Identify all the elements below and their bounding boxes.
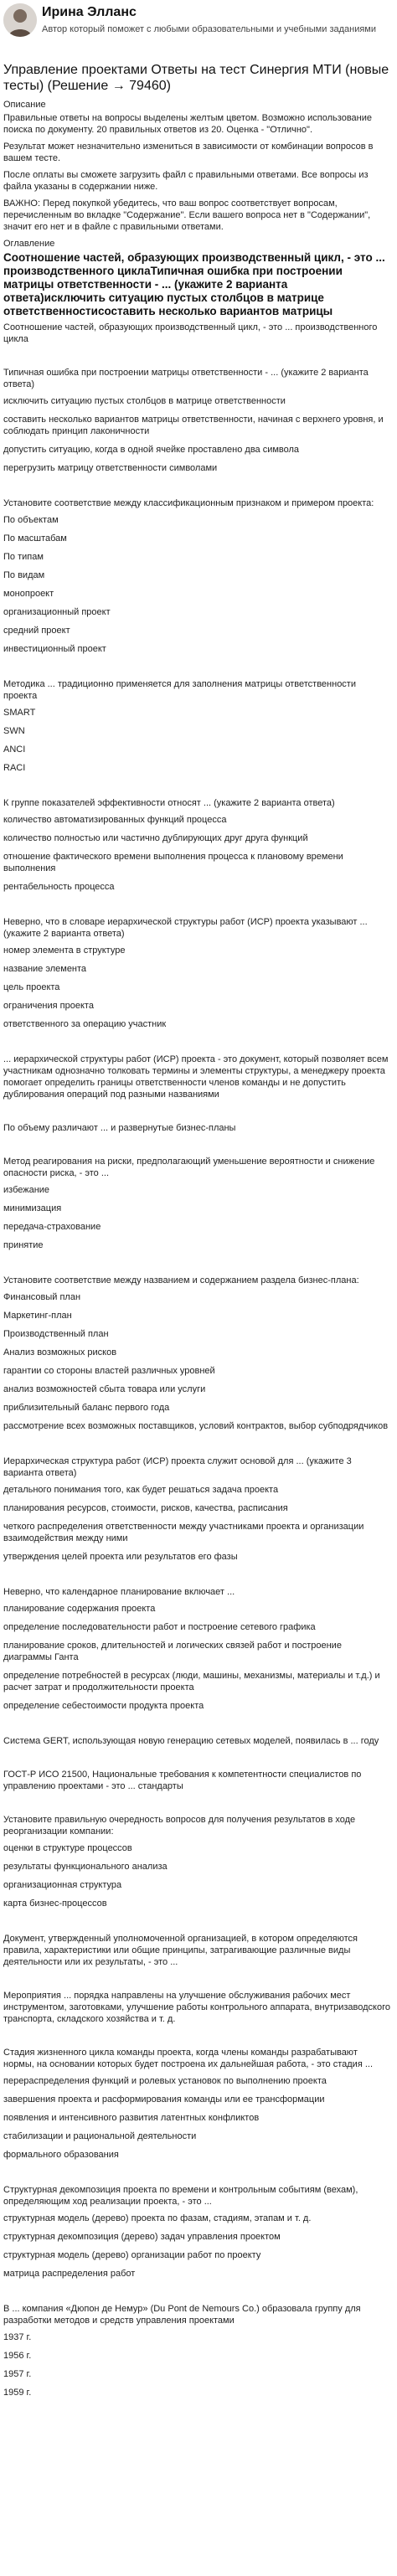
contents-label: Оглавление xyxy=(3,239,55,249)
question-spacer xyxy=(3,1439,390,1455)
answer-option: карта бизнес-процессов xyxy=(3,1899,107,1909)
answer-option: передача-страхование xyxy=(3,1222,101,1232)
question-text: Соотношение частей, образующих производственный цикл, - это ... производственного цикла xyxy=(3,322,378,344)
question-block xyxy=(3,367,390,497)
question-block xyxy=(3,1769,390,1814)
answer-option: количество автоматизированных функций процесса xyxy=(3,815,227,825)
answer-option: 1957 г. xyxy=(3,2369,32,2379)
question-spacer xyxy=(3,1037,390,1054)
answer-option: ответственного за операцию участник xyxy=(3,1019,167,1029)
question-block xyxy=(3,2047,390,2184)
question-text: Иерархическая структура работ (ИСР) проекта служит основой для ... (укажите 3 варианта ответа) xyxy=(3,1456,352,1478)
question-spacer xyxy=(3,481,390,497)
question-block xyxy=(3,678,390,797)
answer-option: определение потребностей в ресурсах (люди, машины, механизмы, материалы и т.д.) и расчет затрат и продолжительности проекта xyxy=(3,1671,380,1692)
answer-option: RACI xyxy=(3,763,26,773)
answer-option: минимизация xyxy=(3,1203,62,1213)
question-text: В ... компания «Дюпон де Немур» (Du Pont de Nemours Co.) образовала группу для разработки методов и средств управления проектами xyxy=(3,2304,361,2326)
answer-option: организационный проект xyxy=(3,607,111,617)
answer-option: детального понимания того, как будет решаться задача проекта xyxy=(3,1485,279,1495)
author-name[interactable]: Ирина Элланс xyxy=(42,5,137,19)
question-block xyxy=(3,916,390,1054)
question-block xyxy=(3,1275,390,1455)
answer-option: матрица распределения работ xyxy=(3,2269,136,2279)
answer-option: По видам xyxy=(3,570,45,580)
answer-option: допустить ситуацию, когда в одной ячейке проставлено два символа xyxy=(3,445,300,455)
question-spacer xyxy=(3,2286,390,2303)
author-card[interactable] xyxy=(3,3,394,59)
question-text: Неверно, что календарное планирование включает ... xyxy=(3,1587,235,1597)
question-block xyxy=(3,1814,390,1933)
question-spacer xyxy=(3,350,390,367)
answer-option: 1937 г. xyxy=(3,2332,32,2342)
question-text: ... иерархической структуры работ (ИСР) проекта - это документ, который позволяет всем участникам однозначно толковать термины и элементы структуры, а менеджеру проекта помогает определить границы ответственности членов команды и не допустить дублирования операций под разными названиями xyxy=(3,1054,389,1100)
answer-option: Анализ возможных рисков xyxy=(3,1347,117,1358)
answer-option: ограничения проекта xyxy=(3,1001,94,1011)
question-spacer xyxy=(3,1916,390,1933)
question-spacer xyxy=(3,1258,390,1275)
intro-paragraph: Результат может незначительно измениться в зависимости от комбинации вопросов в вашем тесте. xyxy=(3,142,374,163)
question-spacer xyxy=(3,2405,390,2422)
answer-option: структурная модель (дерево) организации работ по проекту xyxy=(3,2250,261,2260)
question-spacer xyxy=(3,1569,390,1586)
answer-option: анализ возможностей сбыта товара или услуги xyxy=(3,1384,206,1394)
main-content xyxy=(3,62,390,2422)
answer-option: средний проект xyxy=(3,626,70,636)
question-text: Установите соответствие между классификационным признаком и примером проекта: xyxy=(3,498,374,508)
answer-option: четкого распределения ответственности между участниками проекта и организации взаимодействия между ними xyxy=(3,1522,364,1543)
answer-option: SMART xyxy=(3,708,36,718)
question-text: Установите соответствие между названием и содержанием раздела бизнес-плана: xyxy=(3,1275,359,1285)
question-text: Мероприятия ... порядка направлены на улучшение обслуживания рабочих мест инструментом, заготовками, улучшение работы контрольного аппарата, внутризаводского транспорта, складского хозяйства и т. д. xyxy=(3,1991,390,2024)
question-text: Документ, утвержденный уполномоченной организацией, в котором определяются правила, характеристики или общие принципы, затрагивающие различные виды деятельности или их результаты, - это ... xyxy=(3,1934,358,1967)
intro-paragraph: Правильные ответы на вопросы выделены желтым цветом. Возможно использование поиска по документу. 20 правильных ответов из 20. Оценка - "Отлично". xyxy=(3,113,373,135)
question-block xyxy=(3,1990,390,2047)
intro-section xyxy=(3,112,390,233)
answer-option: Маркетинг-план xyxy=(3,1311,72,1321)
intro-paragraph: После оплаты вы сможете загрузить файл с правильными ответами. Все вопросы из файла указаны в содержании ниже. xyxy=(3,170,369,192)
question-spacer xyxy=(3,1139,390,1156)
answer-option: планирование содержания проекта xyxy=(3,1604,156,1614)
answer-option: планирование сроков, длительностей и логических связей работ и построение диаграммы Ганта xyxy=(3,1641,342,1662)
answer-option: утверждения целей проекта или результатов его фазы xyxy=(3,1552,238,1562)
question-text: Типичная ошибка при построении матрицы ответственности - ... (укажите 2 варианта ответа) xyxy=(3,368,369,389)
question-text: Стадия жизненного цикла команды проекта, когда члены команды разрабатывают нормы, на основании которых будет построена их дальнейшая работа, - это стадия ... xyxy=(3,2048,373,2069)
answer-option: название элемента xyxy=(3,964,87,974)
question-spacer xyxy=(3,1973,390,1990)
answer-option: определение себестоимости продукта проекта xyxy=(3,1701,204,1711)
answer-option: рентабельность процесса xyxy=(3,882,115,892)
answer-option: Финансовый план xyxy=(3,1292,81,1302)
question-block xyxy=(3,1586,390,1735)
answer-option: перераспределения функций и ролевых установок по выполнению проекта xyxy=(3,2076,327,2086)
answer-option: Производственный план xyxy=(3,1329,109,1339)
answer-option: появления и интенсивного развития латентных конфликтов xyxy=(3,2113,260,2123)
answer-option: принятие xyxy=(3,1240,44,1250)
answer-option: завершения проекта и расформирования команды или ее трансформации xyxy=(3,2094,325,2105)
questions-list xyxy=(3,322,390,2422)
question-text: Неверно, что в словаре иерархической структуры работ (ИСР) проекта указывают ... (укажите 2 варианта ответа) xyxy=(3,917,368,939)
question-block xyxy=(3,1933,390,1990)
answer-option: результаты функционального анализа xyxy=(3,1862,168,1872)
answer-option: структурная модель (дерево) проекта по фазам, стадиям, этапам и т. д. xyxy=(3,2213,312,2223)
question-spacer xyxy=(3,662,390,678)
answer-option: составить несколько вариантов матрицы ответственности, начиная с верхнего уровня, и соблюдать принцип лаконичности xyxy=(3,415,384,436)
answer-option: рассмотрение всех возможных поставщиков, условий контрактов, выбор субподрядчиков xyxy=(3,1421,389,1431)
question-spacer xyxy=(3,781,390,797)
question-text: ГОСТ-Р ИСО 21500, Национальные требования к компетентности специалистов по управлению проектами - это ... стандарты xyxy=(3,1770,362,1791)
question-block xyxy=(3,2303,390,2422)
answer-option: монопроект xyxy=(3,589,54,599)
answer-option: структурная декомпозиция (дерево) задач управления проектом xyxy=(3,2232,281,2242)
question-spacer xyxy=(3,1752,390,1769)
question-spacer xyxy=(3,1718,390,1735)
question-spacer xyxy=(3,1105,390,1122)
answer-option: По типам xyxy=(3,552,44,562)
answer-option: стабилизации и рациональной деятельности xyxy=(3,2131,197,2141)
answer-option: SWN xyxy=(3,726,25,736)
answer-option: 1959 г. xyxy=(3,2388,32,2398)
answer-option: цель проекта xyxy=(3,982,60,992)
answer-option: гарантии со стороны властей различных уровней xyxy=(3,1366,215,1376)
answer-option: количество полностью или частично дублирующих друг друга функций xyxy=(3,833,308,843)
question-block xyxy=(3,1122,390,1156)
user-avatar-icon xyxy=(3,3,37,37)
answer-option: перегрузить матрицу ответственности символами xyxy=(3,463,218,473)
answer-option: организационная структура xyxy=(3,1880,122,1890)
question-spacer xyxy=(3,2030,390,2047)
question-block xyxy=(3,1156,390,1275)
answer-option: формального образования xyxy=(3,2150,119,2160)
answer-option: инвестиционный проект xyxy=(3,644,106,654)
description-label: Описание xyxy=(3,100,46,110)
answer-option: определение последовательности работ и построение сетевого графика xyxy=(3,1622,316,1632)
question-spacer xyxy=(3,2167,390,2184)
question-text: Установите правильную очередность вопросов для получения результатов в ходе реорганизации компании: xyxy=(3,1815,356,1837)
question-block xyxy=(3,322,390,367)
answer-option: приблизительный баланс первого года xyxy=(3,1403,170,1413)
answer-option: По масштабам xyxy=(3,533,67,544)
question-text: Методика ... традиционно применяется для заполнения матрицы ответственности проекта xyxy=(3,679,356,701)
answer-option: По объектам xyxy=(3,515,59,525)
answer-option: 1956 г. xyxy=(3,2351,32,2361)
question-spacer xyxy=(3,1797,390,1814)
avatar[interactable] xyxy=(3,3,37,37)
author-description: Автор который поможет с любыми образовательными и учебными заданиями xyxy=(42,24,377,34)
page-title: Управление проектами Ответы на тест Синергия МТИ (новые тесты) (Решение → 79460) xyxy=(3,63,389,93)
question-block xyxy=(3,1455,390,1586)
answer-option: ANCI xyxy=(3,744,26,755)
contents-heading: Соотношение частей, образующих производственный цикл, - это ... производственного циклаТипичная ошибка при построении матрицы ответственности - ... (укажите 2 варианта ответа)исключить ситуацию пустых столбцов в матрице ответственностисоставить несколько вариантов матрицы xyxy=(3,251,385,317)
answer-option: номер элемента в структуре xyxy=(3,945,126,956)
question-spacer xyxy=(3,899,390,916)
question-text: По объему различают ... и развернутые бизнес-планы xyxy=(3,1123,236,1133)
question-block xyxy=(3,497,390,678)
question-block xyxy=(3,1735,390,1769)
question-text: Система GERT, использующая новую генерацию сетевых моделей, появилась в ... году xyxy=(3,1736,379,1746)
answer-option: отношение фактического времени выполнения процесса к плановому времени выполнения xyxy=(3,852,343,873)
question-block xyxy=(3,797,390,916)
answer-option: избежание xyxy=(3,1185,50,1195)
question-block xyxy=(3,2184,390,2303)
answer-option: планирования ресурсов, стоимости, рисков, качества, расписания xyxy=(3,1503,288,1513)
answer-option: оценки в структуре процессов xyxy=(3,1843,132,1853)
question-block xyxy=(3,1054,390,1122)
question-text: К группе показателей эффективности относят ... (укажите 2 варианта ответа) xyxy=(3,798,335,808)
question-text: Структурная декомпозиция проекта по времени и контрольным событиям (вехам), определяющим ход реализации проекта, - это ... xyxy=(3,2185,358,2207)
intro-paragraph: ВАЖНО: Перед покупкой убедитесь, что ваш вопрос соответствует вопросам, перечисленным во вкладке "Содержание". Если вашего вопроса нет в "Содержании", значит его нет и в файле с правильными ответами. xyxy=(3,198,371,232)
question-text: Метод реагирования на риски, предполагающий уменьшение вероятности и снижение опасности риска, - это ... xyxy=(3,1157,375,1178)
answer-option: исключить ситуацию пустых столбцов в матрице ответственности xyxy=(3,396,286,406)
